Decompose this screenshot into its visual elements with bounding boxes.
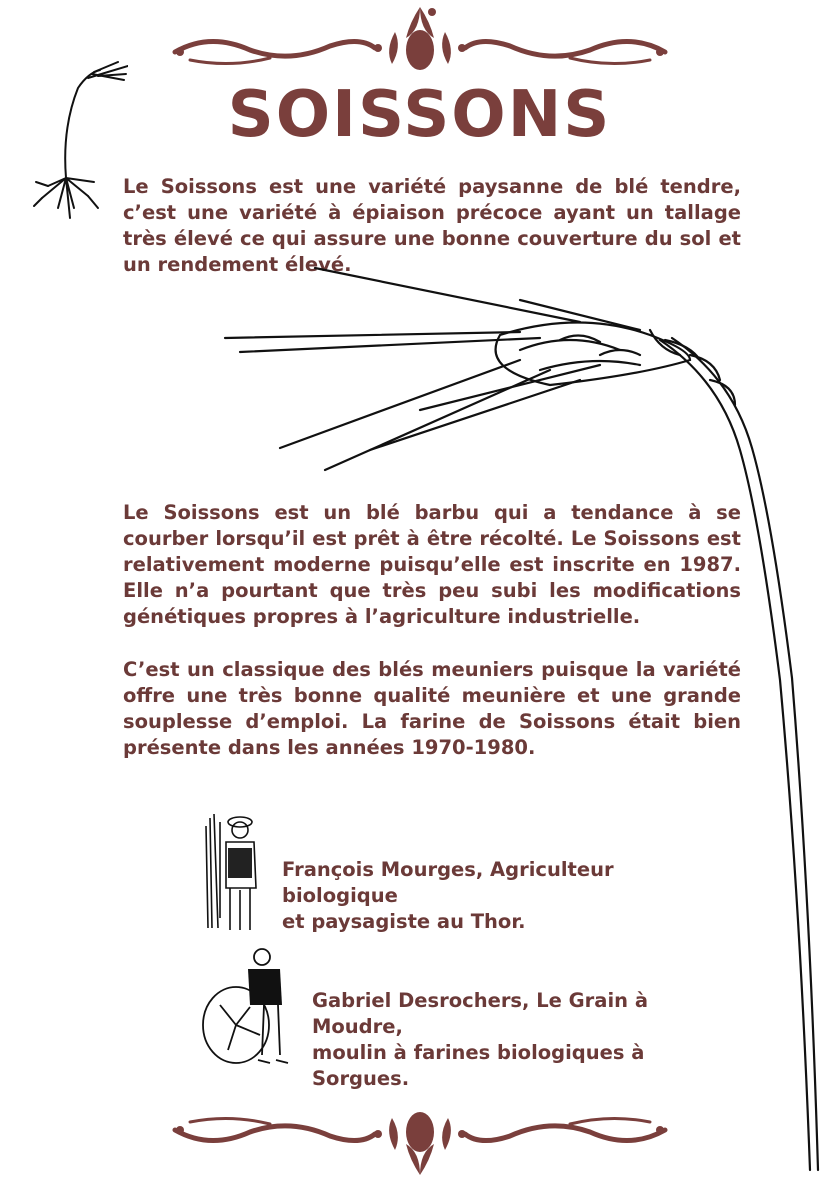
description-paragraph: Le Soissons est un blé barbu qui a tendance à se courber lorsqu’il est prêt à être récolté. Le Soissons est relativement moderne puisqu’elle est inscrite en 1987. Elle n’a pourtant que très peu subi les modifications génétiques propres à l’agriculture industrielle.: [123, 501, 741, 628]
credit-miller-line2: moulin à farines biologiques à Sorgues.: [312, 1041, 645, 1090]
credit-farmer-line1: François Mourges, Agriculteur biologique: [282, 858, 614, 907]
page-title: SOISSONS: [227, 78, 612, 152]
credit-farmer: [282, 857, 702, 935]
credit-miller-line1: Gabriel Desrochers, Le Grain à Moudre,: [312, 989, 648, 1038]
farmer-portrait: [198, 808, 270, 936]
credit-miller: [312, 988, 732, 1092]
bottom-ornament: [170, 1108, 670, 1180]
top-ornament: [170, 2, 670, 74]
credit-farmer-line2: et paysagiste au Thor.: [282, 910, 526, 933]
milling-paragraph: C’est un classique des blés meuniers puisque la variété offre une très bonne qualité meunière et une grande souplesse d’emploi. La farine de Soissons était bien présente dans les années 1970-1980.: [123, 658, 741, 759]
miller-portrait: [200, 945, 300, 1067]
intro-paragraph: Le Soissons est une variété paysanne de blé tendre, c’est une variété à épiaison précoce ayant un tallage très élevé ce qui assure une bonne couverture du sol et un rendement élevé.: [123, 175, 741, 276]
